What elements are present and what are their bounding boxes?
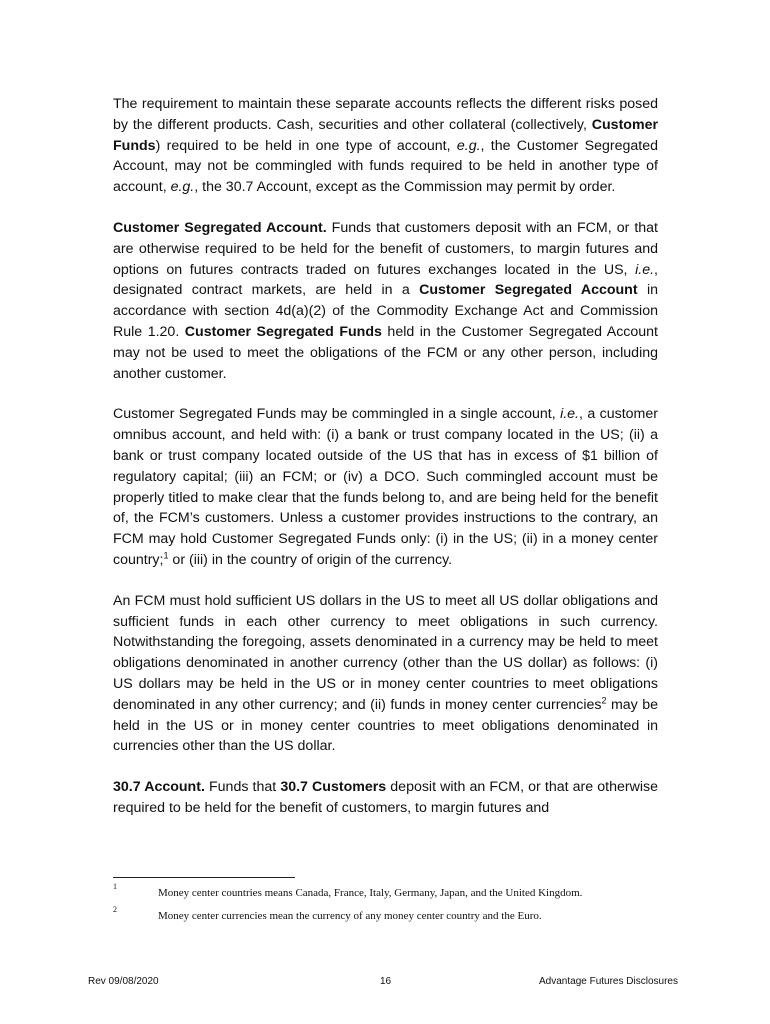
paragraph-customer-segregated-account: Customer Segregated Account. Funds that customers deposit with an FCM, or that are otherwise required to be held for the benefit of customers, to margin futures and options on futures contracts traded on futures exchanges located in the US, i.e., designated contract markets, are held in a Customer Segregated Account in accordance with section 4d(a)(2) of the Commodity Exchange Act and Commission Rule 1.20. Customer Segregated Funds held in the Customer Segregated Account may not be used to meet the obligations of the FCM or any other person, including another customer. — [113, 219, 658, 382]
term-customer-segregated-account: Customer Segregated Account — [419, 282, 638, 299]
footer-revision: Rev 09/08/2020 — [88, 976, 159, 987]
section-heading-segregated-account: Customer Segregated Account. — [113, 219, 327, 236]
footnote-number: 1 — [113, 882, 117, 891]
footer-document-title: Advantage Futures Disclosures — [539, 976, 678, 987]
footer-page-number: 16 — [380, 976, 392, 987]
section-heading-30-7-account: 30.7 Account. — [113, 779, 205, 796]
paragraph-currency-obligations: An FCM must hold sufficient US dollars in the US to meet all US dollar obligations and sufficient funds in each other currency to meet obligations in such currency. Notwithstanding the foregoing, assets denominated in a currency may be held to meet obligations denominated in another currency (other than the US dollar) as follows: (i) US dollars may be held in the US or in money center countries to meet obligations denominated in any other currency; and (ii) funds in money center currencies$^2$ may be held in the US or in money center countries to meet obligations denominated in currencies other than the US dollar. — [113, 592, 659, 755]
page-body — [113, 94, 658, 819]
footnote-separator — [113, 877, 295, 878]
term-30-7-customers: 30.7 Customers — [280, 779, 387, 796]
paragraph-commingling: Customer Segregated Funds may be commingled in a single account, i.e., a customer omnibus account, and held with: (i) a bank or trust company located in the US; (ii) a bank or trust company located outside of the US that has in excess of $1 billion of regulatory capital; (iii) an FCM; or (iv) a DCO. Such commingled account must be properly titled to make clear that the funds belong to, and are being held for the benefit of, the FCM’s customers. Unless a customer provides instructions to the contrary, an FCM may hold Customer Segregated Funds only: (i) in the US; (ii) in a money center country;$^1$ or (iii) in the country of origin of the currency. — [113, 406, 658, 568]
term-customer-funds: Customer Funds — [113, 116, 658, 154]
term-customer-segregated-funds: Customer Segregated Funds — [184, 323, 382, 340]
footnote-ref-2[interactable]: 2 — [601, 694, 607, 705]
footnote-text: Money center currencies mean the currency of any money center country and the Euro. — [158, 910, 542, 922]
paragraph-customer-funds: The requirement to maintain these separate accounts reflects the different risks posed by the different products. Cash, securities and other collateral (collectively, Customer Funds) required to be held in one type of account, e.g., the Customer Segregated Account, may not be commingled with funds required to be held in another type of account, e.g., the 30.7 Account, except as the Commission may permit by order. — [113, 96, 658, 196]
footnote-text: Money center countries means Canada, France, Italy, Germany, Japan, and the United Kingdom. — [158, 887, 583, 899]
paragraph-30-7-account: 30.7 Account. Funds that 30.7 Customers deposit with an FCM, or that are otherwise required to be held for the benefit of customers, to margin futures and — [113, 779, 658, 816]
footnote-ref-1[interactable]: 1 — [163, 550, 169, 561]
footnote-number: 2 — [113, 905, 117, 914]
